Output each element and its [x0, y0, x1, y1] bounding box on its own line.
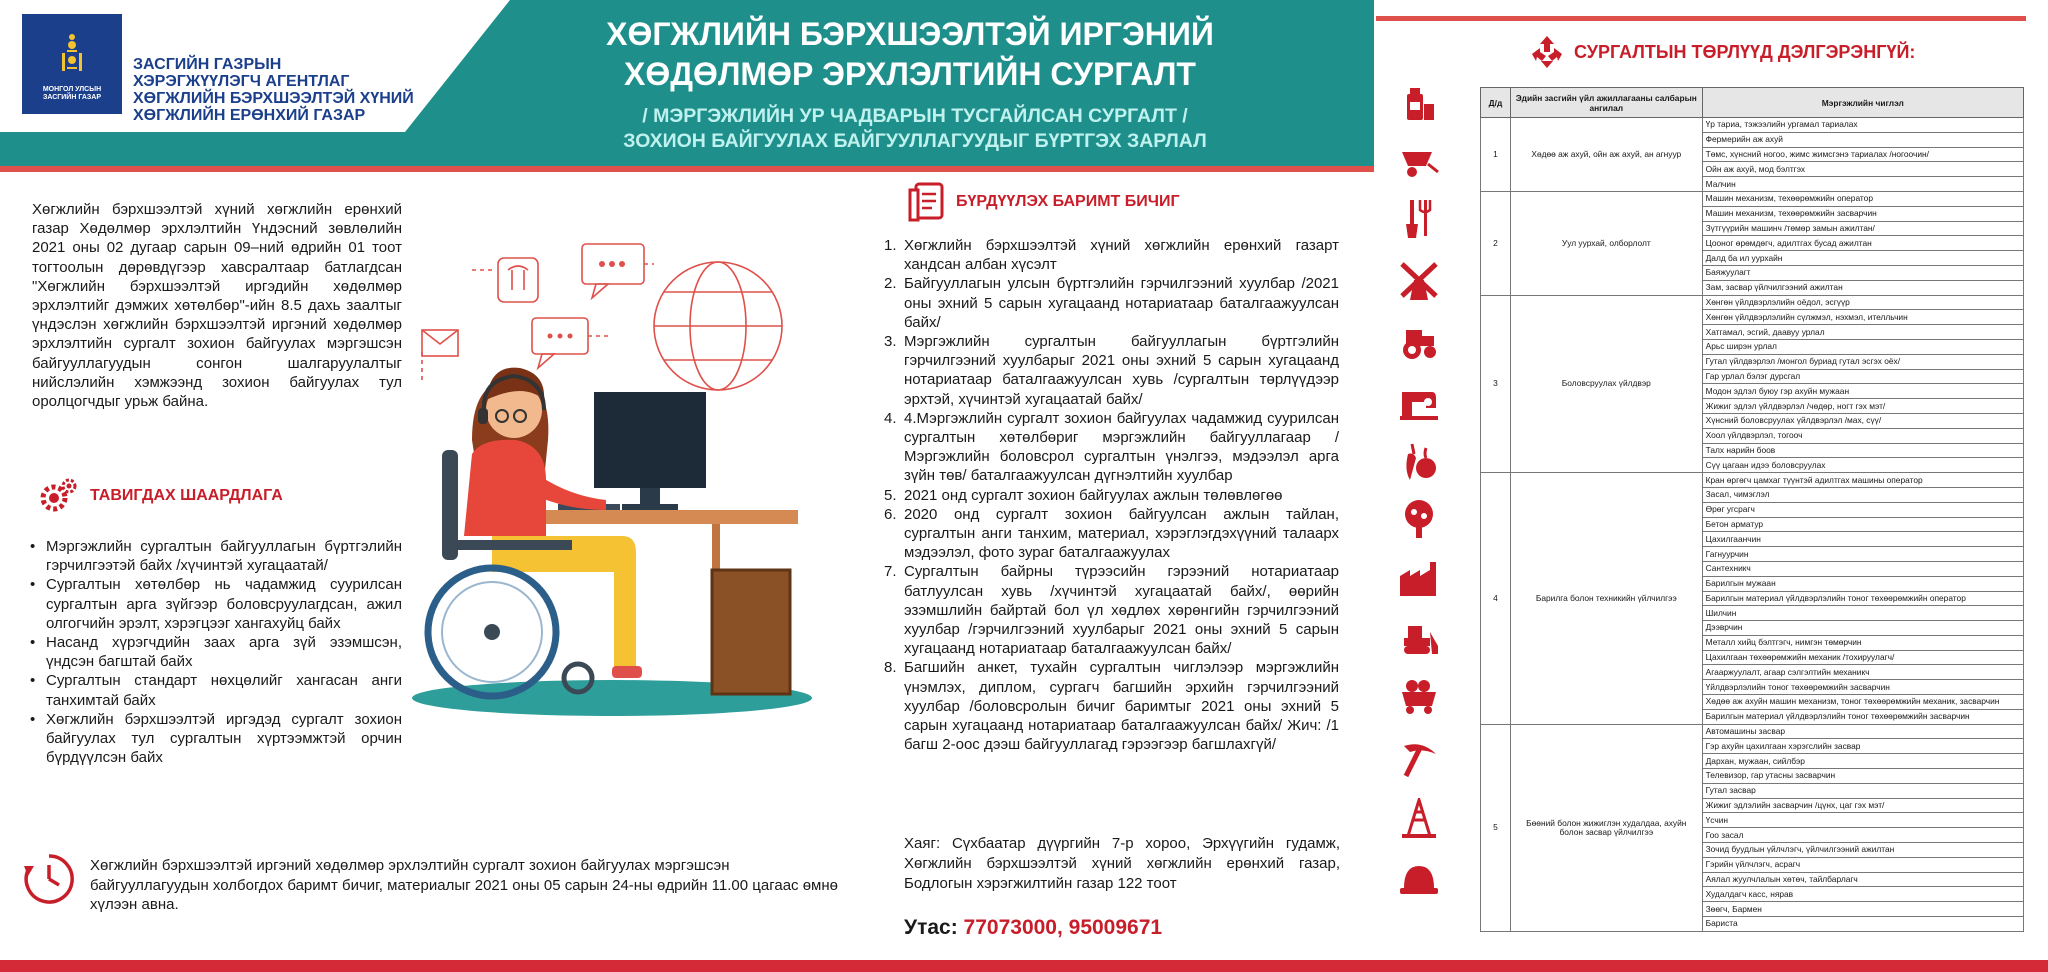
- logo-caption: МОНГОЛ УЛСЫН ЗАСГИЙН ГАЗАР: [42, 86, 102, 101]
- occupation-cell: Фермерийн аж ахуй: [1702, 132, 2023, 147]
- occupation-cell: Гар урлал бэлэг дурсгал: [1702, 369, 2023, 384]
- agency-line: ЗАСГИЙН ГАЗРЫН: [133, 56, 282, 73]
- occupation-cell: Төмс, хүнсний ногоо, жимс жимсгэнэ тариалах /ногоочин/: [1702, 147, 2023, 162]
- group-branch: Хөдөө аж ахуй, ойн аж ахуй, ан агнуур: [1510, 118, 1702, 192]
- requirement-item: • Мэргэжлийн сургалтын байгууллагын бүртгэлийн гэрчилгээтэй байх /хүчинтэй хугацаатай/: [30, 537, 402, 575]
- table-row: [1481, 191, 2024, 206]
- group-number: 2: [1481, 191, 1511, 295]
- phone-number: 77073000, 95009671: [963, 916, 1163, 939]
- occupation-cell: Малчин: [1702, 177, 2023, 192]
- occupation-cell: Өрөг угсрагч: [1702, 502, 2023, 517]
- occupation-cell: Шилчин: [1702, 606, 2023, 621]
- document-item-number: 5.: [884, 486, 897, 504]
- group-number: 4: [1481, 473, 1511, 725]
- phone: [904, 916, 1162, 940]
- occupation-cell: Барилгын материал үйлдвэрлэлийн тоног төхөөрөмжийн оператор: [1702, 591, 2023, 606]
- windmill-icon: [1398, 260, 1440, 302]
- document-item-number: 4.: [884, 409, 897, 427]
- document-item: [884, 562, 1339, 658]
- document-item-number: 2.: [884, 275, 897, 293]
- document-item: [884, 332, 1339, 409]
- occupation-cell: Дээврчин: [1702, 621, 2023, 636]
- occupation-cell: Гэр ахуйн цахилгаан хэрэгслийн засвар: [1702, 739, 2023, 754]
- arrows-icon: [1530, 34, 1564, 70]
- occupation-cell: Цахилгаанчин: [1702, 532, 2023, 547]
- subtitle-line: / МЭРГЭЖЛИЙН УР ЧАДВАРЫН ТУСГАЙЛСАН СУРГАЛТ /: [642, 105, 1188, 127]
- agency-name: [133, 56, 414, 124]
- requirement-item: • Сургалтын хөтөлбөр нь чадамжид суурилсан сургалтын арга зүйгээр боловсруулагдсан, ажил олгогчийн эрэлт, хэрэгцээг хангахуйц байх: [30, 575, 402, 633]
- occupation-cell: Гутал үйлдвэрлэл /монгол буриад гутал эсгэх оёх/: [1702, 354, 2023, 369]
- occupation-cell: Автомашины засвар: [1702, 724, 2023, 739]
- occupation-cell: Аялал жуулчлалын хөтөч, тайлбарлагч: [1702, 872, 2023, 887]
- requirement-item: • Хөгжлийн бэрхшээлтэй иргэдэд сургалт зохион байгуулах тул сургалтын хүртээмжтэй орчин бүрдүүлсэн байх: [30, 710, 402, 768]
- occupation-cell: Үсчин: [1702, 813, 2023, 828]
- occupation-cell: Арьс ширэн урлал: [1702, 339, 2023, 354]
- occupation-cell: Агааржуулалт, агаар сэлгэлтийн механикч: [1702, 665, 2023, 680]
- document-item-text: 2020 онд сургалт зохион байгуулсан ажлын тайлан, сургалтын анги танхим, материал, хэрэглэгдэхүүний талаарх мэдээлэл, фото зураг баталгаажуулах: [904, 505, 1339, 562]
- document-item-text: Байгууллагын улсын бүртгэлийн гэрчилгээний хуулбар /2021 оны эхний 5 сарын хугацаанд нотариатаар баталгаажуулсан байх/: [904, 275, 1339, 331]
- occupation-cell: Дархан, мужаан, сийлбэр: [1702, 754, 2023, 769]
- document-item-text: Сургалтын байрны түрээсийн гэрээний нотариатаар батлуулсан хувь /хүчинтэй хугацаатай байх/, өөрийн эзэмшлийн байртай бол үл хөдлөх хөрөнгийн гэрчилгээний хуулбар /гэрчилгээний хуулбарыг 2021 оны эхний 5 сарын хугацаанд нотариатаар баталгаажуулсан байх/: [904, 563, 1339, 658]
- gear-icon: [36, 474, 80, 518]
- types-header: [1530, 34, 1915, 70]
- group-branch: Боловсруулах үйлдвэр: [1510, 295, 1702, 473]
- agency-line: ХЭРЭГЖҮҮЛЭГЧ АГЕНТЛАГ: [133, 73, 350, 90]
- occupation-cell: Бетон арматур: [1702, 517, 2023, 532]
- requirement-item: • Сургалтын стандарт нөхцөлийг хангасан анги танхимтай байх: [30, 671, 402, 709]
- table-row: [1481, 118, 2024, 133]
- occupation-cell: Гутал засвар: [1702, 783, 2023, 798]
- table-row: [1481, 724, 2024, 739]
- group-number: 3: [1481, 295, 1511, 473]
- clock-icon: [22, 852, 76, 906]
- occupation-cell: Хоол үйлдвэрлэл, тогооч: [1702, 428, 2023, 443]
- occupation-cell: Зүтгүүрийн машинч /төмөр замын ажилтан/: [1702, 221, 2023, 236]
- documents-list: [884, 236, 1339, 754]
- document-item: [884, 236, 1339, 274]
- group-branch: Барилга болон техникийн үйлчилгээ: [1510, 473, 1702, 725]
- phone-label: Утас:: [904, 916, 958, 939]
- column-header-branch: Эдийн засгийн үйл ажиллагааны салбарын ангилал: [1510, 88, 1702, 118]
- table-body: [1481, 118, 2024, 932]
- mine-cart-icon: [1398, 674, 1440, 716]
- occupation-cell: Гоо засал: [1702, 828, 2023, 843]
- agency-line: ХӨГЖЛИЙН ЕРӨНХИЙ ГАЗАР: [133, 107, 366, 124]
- group-number: 5: [1481, 724, 1511, 931]
- document-item-text: Мэргэжлийн сургалтын байгууллагын бүртгэлийн гэрчилгээний хуулбарыг 2021 оны эхний 5 сарын хугацаанд нотариатаар баталгаажуулсан хувь /сургалтын төрлүүдээр эрхтэй, хүчинтэй хугацаатай байх/: [904, 333, 1339, 408]
- occupation-cell: Машин механизм, техөөрөмжийн засварчин: [1702, 206, 2023, 221]
- main-title: [470, 14, 1350, 94]
- documents-title: БҮРДҮҮЛЭХ БАРИМТ БИЧИГ: [956, 193, 1180, 210]
- occupation-cell: Хөнгөн үйлдвэрлэлийн сүлжмэл, нэхмэл, ителльчин: [1702, 310, 2023, 325]
- soyombo-emblem-icon: [58, 32, 86, 74]
- occupation-cell: Цахилгаан төхөөрөмжийн механик /тохируулагч/: [1702, 650, 2023, 665]
- occupation-cell: Хөдөө аж ахуйн машин механизм, тоног төхөөрөмжийн механик, засварчин: [1702, 695, 2023, 710]
- document-item: [884, 505, 1339, 563]
- requirements-title: ТАВИГДАХ ШААРДЛАГА: [90, 487, 283, 504]
- occupation-cell: Зам, засвар үйлчилгээний ажилтан: [1702, 280, 2023, 295]
- document-item: [884, 658, 1339, 754]
- occupation-cell: Баяжуулагт: [1702, 265, 2023, 280]
- occupation-cell: Худалдагч касс, нярав: [1702, 887, 2023, 902]
- document-item-number: 6.: [884, 505, 897, 523]
- document-item-number: 7.: [884, 563, 897, 581]
- document-item: [884, 409, 1339, 486]
- document-item-text: Хөгжлийн бэрхшээлтэй хүний хөгжлийн ерөнхий газарт хандсан албан хүсэлт: [904, 237, 1339, 274]
- vegetable-icon: [1398, 440, 1440, 482]
- group-number: 1: [1481, 118, 1511, 192]
- bulldozer-icon: [1398, 616, 1440, 658]
- title-line: ХӨДӨЛМӨР ЭРХЛЭЛТИЙН СУРГАЛТ: [624, 56, 1196, 92]
- occupation-cell: Гэрийн үйлчлэгч, асрагч: [1702, 857, 2023, 872]
- document-item: [884, 274, 1339, 332]
- document-item-number: 8.: [884, 659, 897, 677]
- group-branch: Бөөний болон жижиглэн худалдаа, ахуйн болон засвар үйлчилгээ: [1510, 724, 1702, 931]
- government-logo: [22, 14, 122, 114]
- wheelbarrow-icon: [1398, 138, 1440, 180]
- deadline-notice: Хөгжлийн бэрхшээлтэй иргэний хөдөлмөр эрхлэлтийн сургалт зохион байгуулах мэргэшсэн байгууллагуудын холбогдох баримт бичиг, материалыг 2021 оны 05 сарын 24-ны өдрийн 11.00 цагаас өмнө хүлээн авна.: [90, 857, 838, 913]
- occupation-cell: Засал, чимэглэл: [1702, 487, 2023, 502]
- occupation-cell: Барилгын мужаан: [1702, 576, 2023, 591]
- occupation-cell: Кран өргөгч цамхаг түүнтэй адилтгах машины оператор: [1702, 473, 2023, 488]
- occupation-cell: Зочид буудлын үйлчлэгч, үйлчилгээний ажилтан: [1702, 843, 2023, 858]
- occupation-cell: Зөөгч, Бармен: [1702, 902, 2023, 917]
- occupation-cell: Жижиг эдлэлийн засварчин /цүнх, цаг гэх мэт/: [1702, 798, 2023, 813]
- occupation-cell: Телевизор, гар утасны засварчин: [1702, 769, 2023, 784]
- bottom-red-stripe: [0, 960, 2048, 972]
- group-branch: Уул уурхай, олборлолт: [1510, 191, 1702, 295]
- wheelchair-user-illustration: [412, 240, 832, 720]
- requirement-item: • Насанд хүрэгчдийн заах арга зүй эзэмшсэн, үндсэн багштай байх: [30, 633, 402, 671]
- document-item-text: Багшийн анкет, тухайн сургалтын чиглэлээр мэргэжлийн үнэмлэх, диплом, сургагч багшийн эрхийн гэрчилгээний хуулбар /боловсролын бичиг баримтыг 2021 оны эхний 5 сарын хугацаанд нотариатаар баталгаажуулсан байх/ Жич: /1 багш 2-оос дээш байгууллагад гэрээгээр багшлахгүй/: [904, 659, 1339, 754]
- occupation-cell: Далд ба ил уурхайн: [1702, 251, 2023, 266]
- column-header-number: Д/д: [1481, 88, 1511, 118]
- occupation-cell: Хүнсний боловсруулах үйлдвэрлэл /мах, сүү/: [1702, 413, 2023, 428]
- sector-icons-column: [1390, 80, 1448, 930]
- sewing-machine-icon: [1398, 380, 1440, 422]
- column-header-occupation: Мэргэжлийн чиглэл: [1702, 88, 2023, 118]
- occupation-cell: Хатгамал, эсгий, даавуу урлал: [1702, 325, 2023, 340]
- occupation-cell: Хөнгөн үйлдвэрлэлийн оёдол, эсгүүр: [1702, 295, 2023, 310]
- training-types-table: [1480, 87, 2024, 932]
- occupation-cell: Модон эдлэл буюу гэр ахуйн мужаан: [1702, 384, 2023, 399]
- tractor-icon: [1398, 320, 1440, 362]
- occupation-cell: Ойн аж ахуй, мод бэлтгэх: [1702, 162, 2023, 177]
- requirements-header: [36, 474, 283, 518]
- header-red-stripe: [0, 166, 1374, 172]
- table-header-row: [1481, 88, 2024, 118]
- occupation-cell: Үр тариа, тэжээлийн ургамал тариалах: [1702, 118, 2023, 133]
- document-item-number: 3.: [884, 333, 897, 351]
- right-red-stripe: [1376, 16, 2026, 21]
- document-item-text: 2021 онд сургалт зохион байгуулах ажлын төлөвлөгөө: [904, 486, 1283, 504]
- occupation-cell: Металл хийц бэлтгэгч, нимгэн төмөрчин: [1702, 635, 2023, 650]
- factory-icon: [1398, 556, 1440, 598]
- title-line: ХӨГЖЛИЙН БЭРХШЭЭЛТЭЙ ИРГЭНИЙ: [606, 16, 1214, 52]
- document-item-number: 1.: [884, 237, 897, 254]
- occupation-cell: Жижиг эдлэл үйлдвэрлэл /чөдөр, ногт гэх мэт/: [1702, 399, 2023, 414]
- occupation-cell: Цооног өрөмдөгч, адилтгах бусад ажилтан: [1702, 236, 2023, 251]
- document-icon: [908, 182, 946, 222]
- table-row: [1481, 473, 2024, 488]
- occupation-cell: Талх нарийн боов: [1702, 443, 2023, 458]
- requirements-list: [30, 537, 402, 767]
- oil-rig-icon: [1398, 798, 1440, 840]
- agency-line: ХӨГЖЛИЙН БЭРХШЭЭЛТЭЙ ХҮНИЙ: [133, 90, 414, 107]
- intro-paragraph: Хөгжлийн бэрхшээлтэй хүний хөгжлийн ерөнхий газар Хөдөлмөр эрхлэлтийн Үндэсний зөвлөлийн 2021 оны 02 дугаар сарын 09–ний өдрийн 01 тоот тогтоолын дөрөвдүгээр хавсралтаар батлагдсан "Хөгжлийн бэрхшээлтэй иргэдийн хөдөлмөр эрхлэлтийг дэмжих хөтөлбөр"-ийн 8.5 дахь заалтыг үндэслэн хөгжлийн бэрхшээлтэй иргэний хөдөлмөр эрхлэлтийн сургалт зохион байгуулах мэргэшсэн байгууллагуудын сонгон шалгаруулалтыг нийслэлийн хэмжээнд зохион байгуулах тул оролцогчдыг урьж байна.: [32, 201, 402, 411]
- pickaxe-icon: [1398, 738, 1440, 780]
- occupation-cell: Үйлдвэрлэлийн тоног төхөөрөмжийн засварчин: [1702, 680, 2023, 695]
- document-item: [884, 486, 1339, 505]
- milk-icon: [1398, 82, 1440, 124]
- tools-icon: [1398, 198, 1440, 240]
- document-item-text: 4.Мэргэжлийн сургалт зохион байгуулах чадамжид суурилсан сургалтын хөтөлбөриг мэргэжлийн байгууллагаар / Мэргэжлийн боловсрол сургалтын үнэлгээ, мэдээлэл арга зүйн төв/ баталгаажуулсан дүгнэлтийн хуулбар: [904, 409, 1339, 485]
- subtitle-line: ЗОХИОН БАЙГУУЛАХ БАЙГУУЛЛАГУУДЫГ БҮРТГЭХ ЗАРЛАЛ: [623, 130, 1207, 152]
- subtitle: [540, 104, 1290, 154]
- occupation-cell: Сантехникч: [1702, 561, 2023, 576]
- tree-icon: [1398, 498, 1440, 540]
- types-title: СУРГАЛТЫН ТӨРЛҮҮД ДЭЛГЭРЭНГҮЙ:: [1574, 41, 1916, 62]
- occupation-cell: Барилгын материал үйлдвэрлэлийн тоног төхөөрөмжийн засварчин: [1702, 709, 2023, 724]
- hardhat-icon: [1398, 858, 1440, 900]
- occupation-cell: Бариста: [1702, 917, 2023, 932]
- occupation-cell: Машин механизм, техөөрөмжийн оператор: [1702, 191, 2023, 206]
- occupation-cell: Гагнуурчин: [1702, 547, 2023, 562]
- table-row: [1481, 295, 2024, 310]
- documents-header: [908, 182, 1180, 222]
- occupation-cell: Сүү цагаан идээ боловсруулах: [1702, 458, 2023, 473]
- address: Хаяг: Сүхбаатар дүүргийн 7-р хороо, Эрхүүгийн гудамж, Хөгжлийн бэрхшээлтэй хүний хөгжлийн ерөнхий газар, Бодлогын хэрэгжилтийн газар 122 тоот: [904, 835, 1340, 892]
